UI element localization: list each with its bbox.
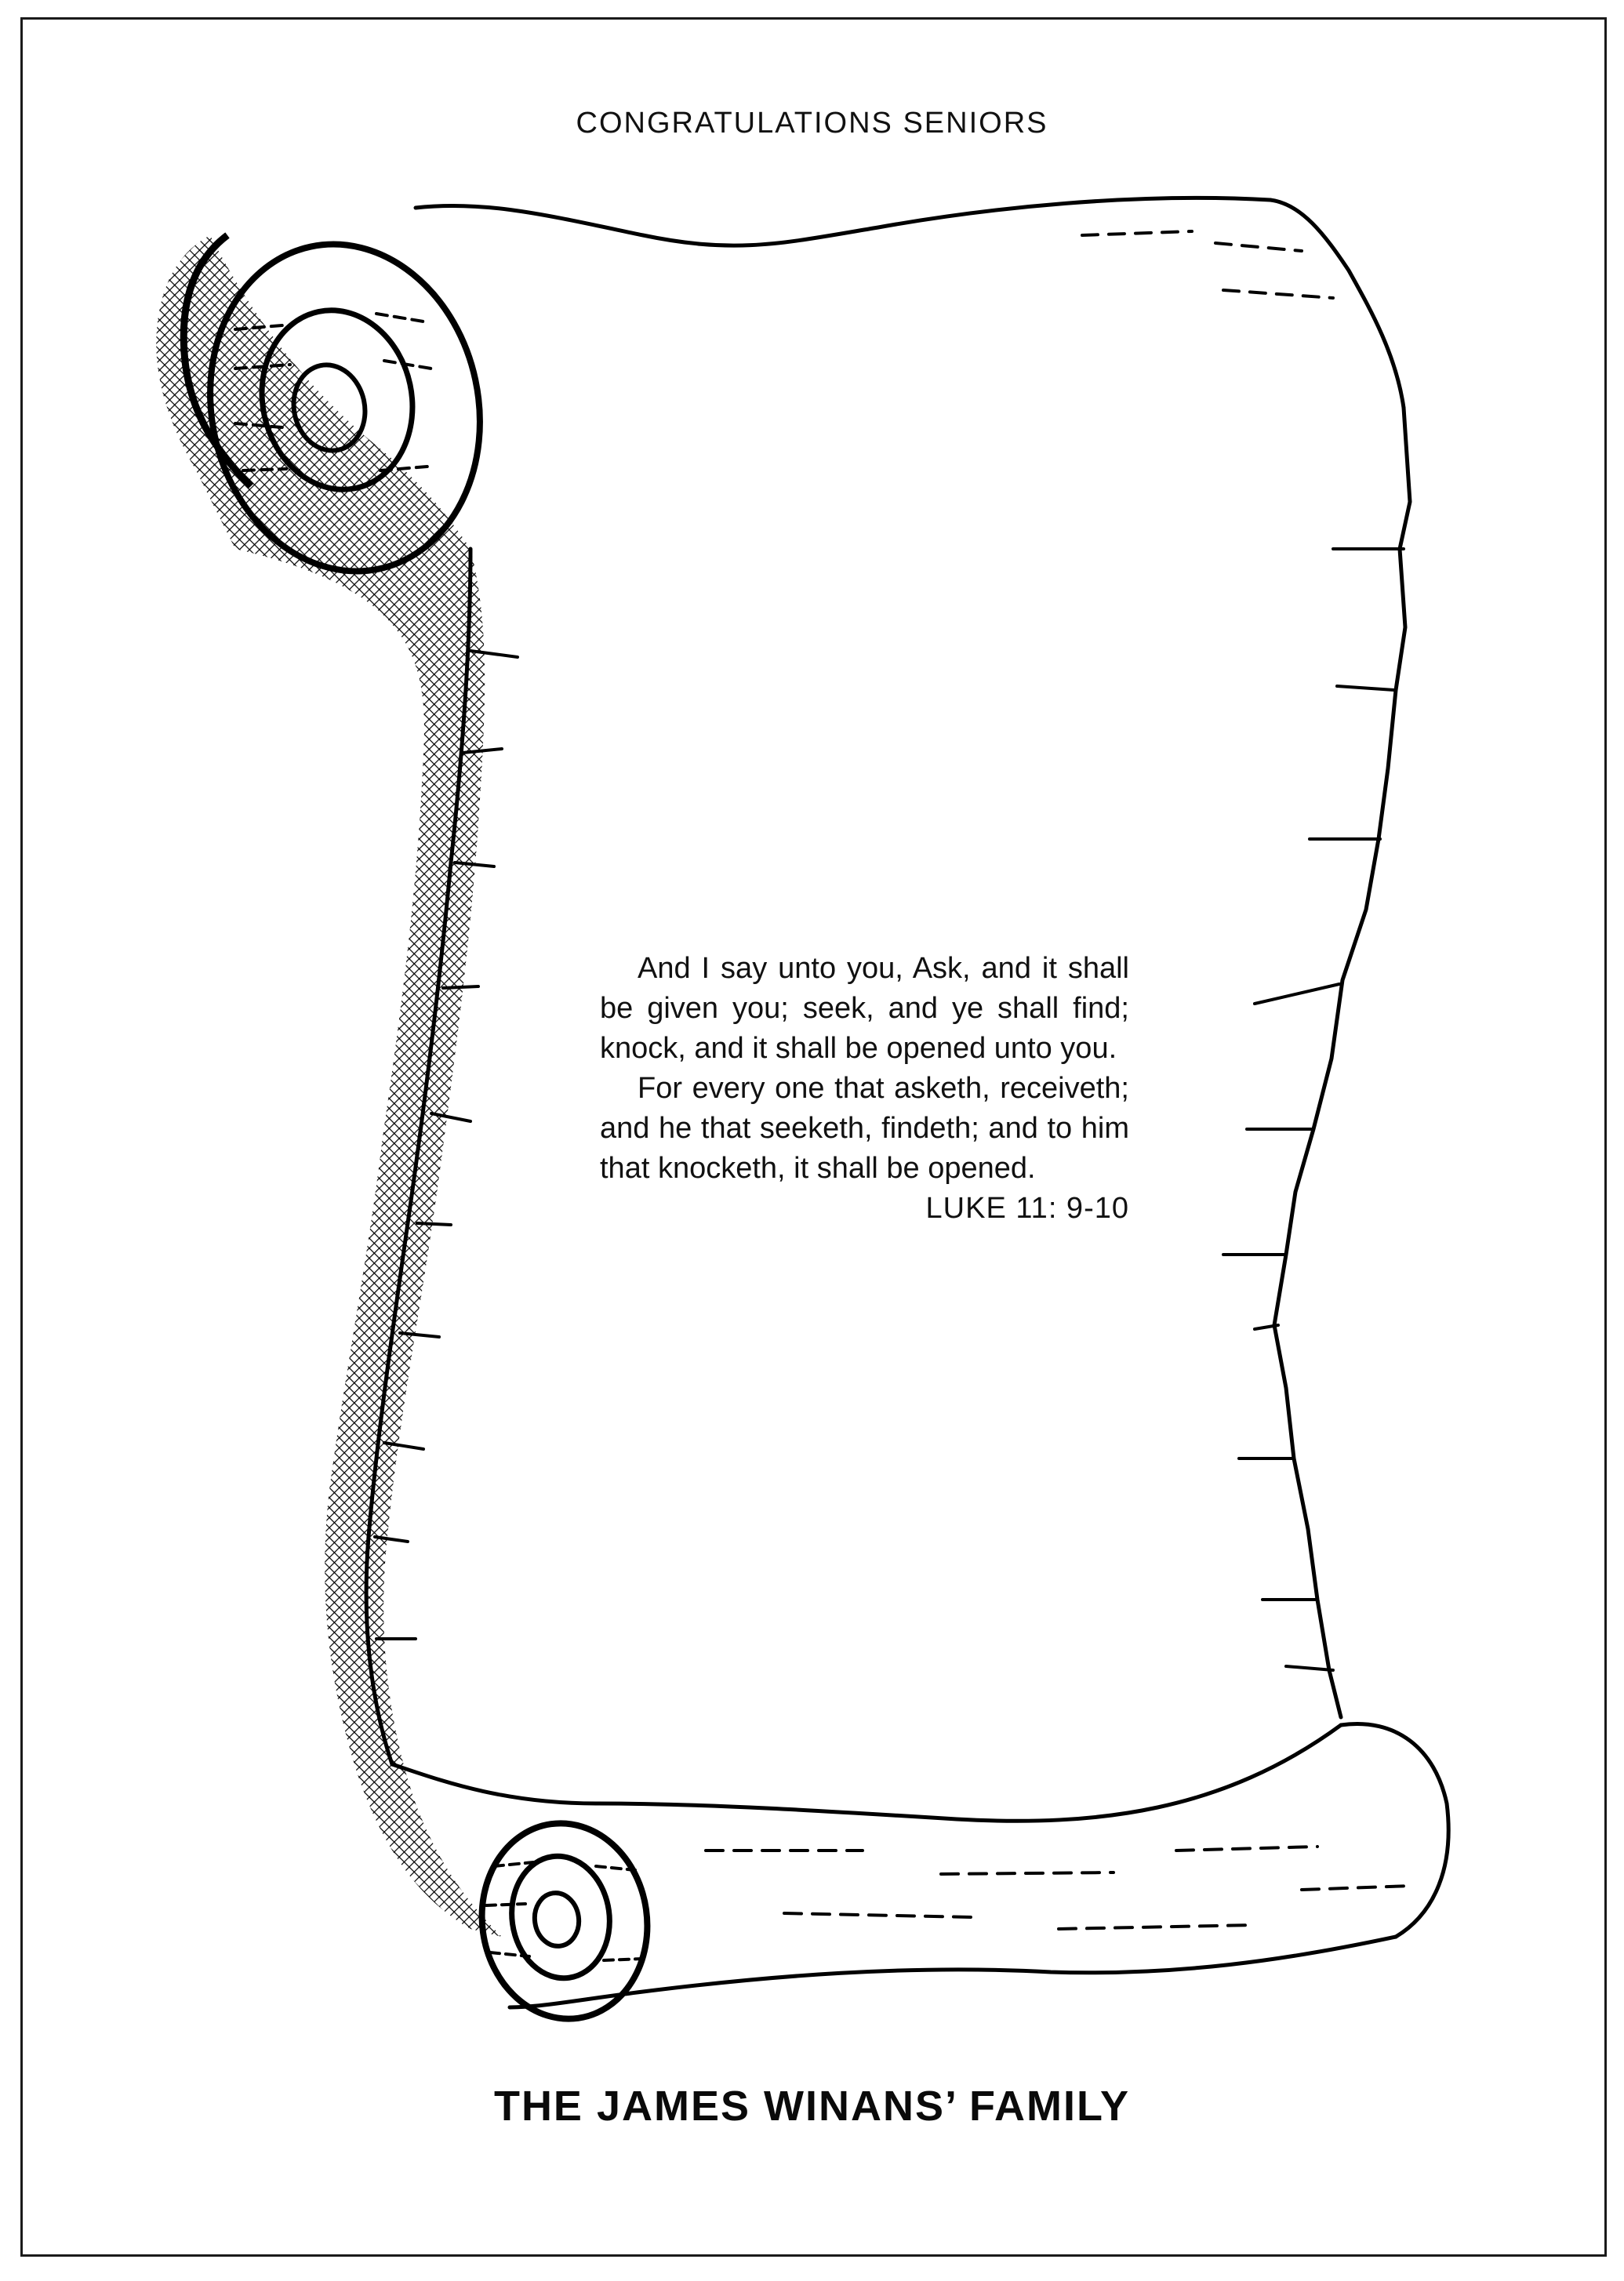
sponsor-name: THE JAMES WINANS’ FAMILY (493, 2083, 1131, 2130)
scripture-verse (600, 949, 1129, 1229)
verse-citation: LUKE 11: 9-10 (925, 1192, 1129, 1225)
verse-paragraph: For every one that asketh, receiveth; and he that seeketh, findeth; and to him that knocketh, it shall be opened. (600, 1072, 1129, 1185)
verse-paragraph: And I say unto you, Ask, and it shall be given you; seek, and ye shall find; knock, and it shall be opened unto you. (600, 952, 1129, 1065)
page-heading: CONGRATULATIONS SENIORS (576, 107, 1048, 140)
